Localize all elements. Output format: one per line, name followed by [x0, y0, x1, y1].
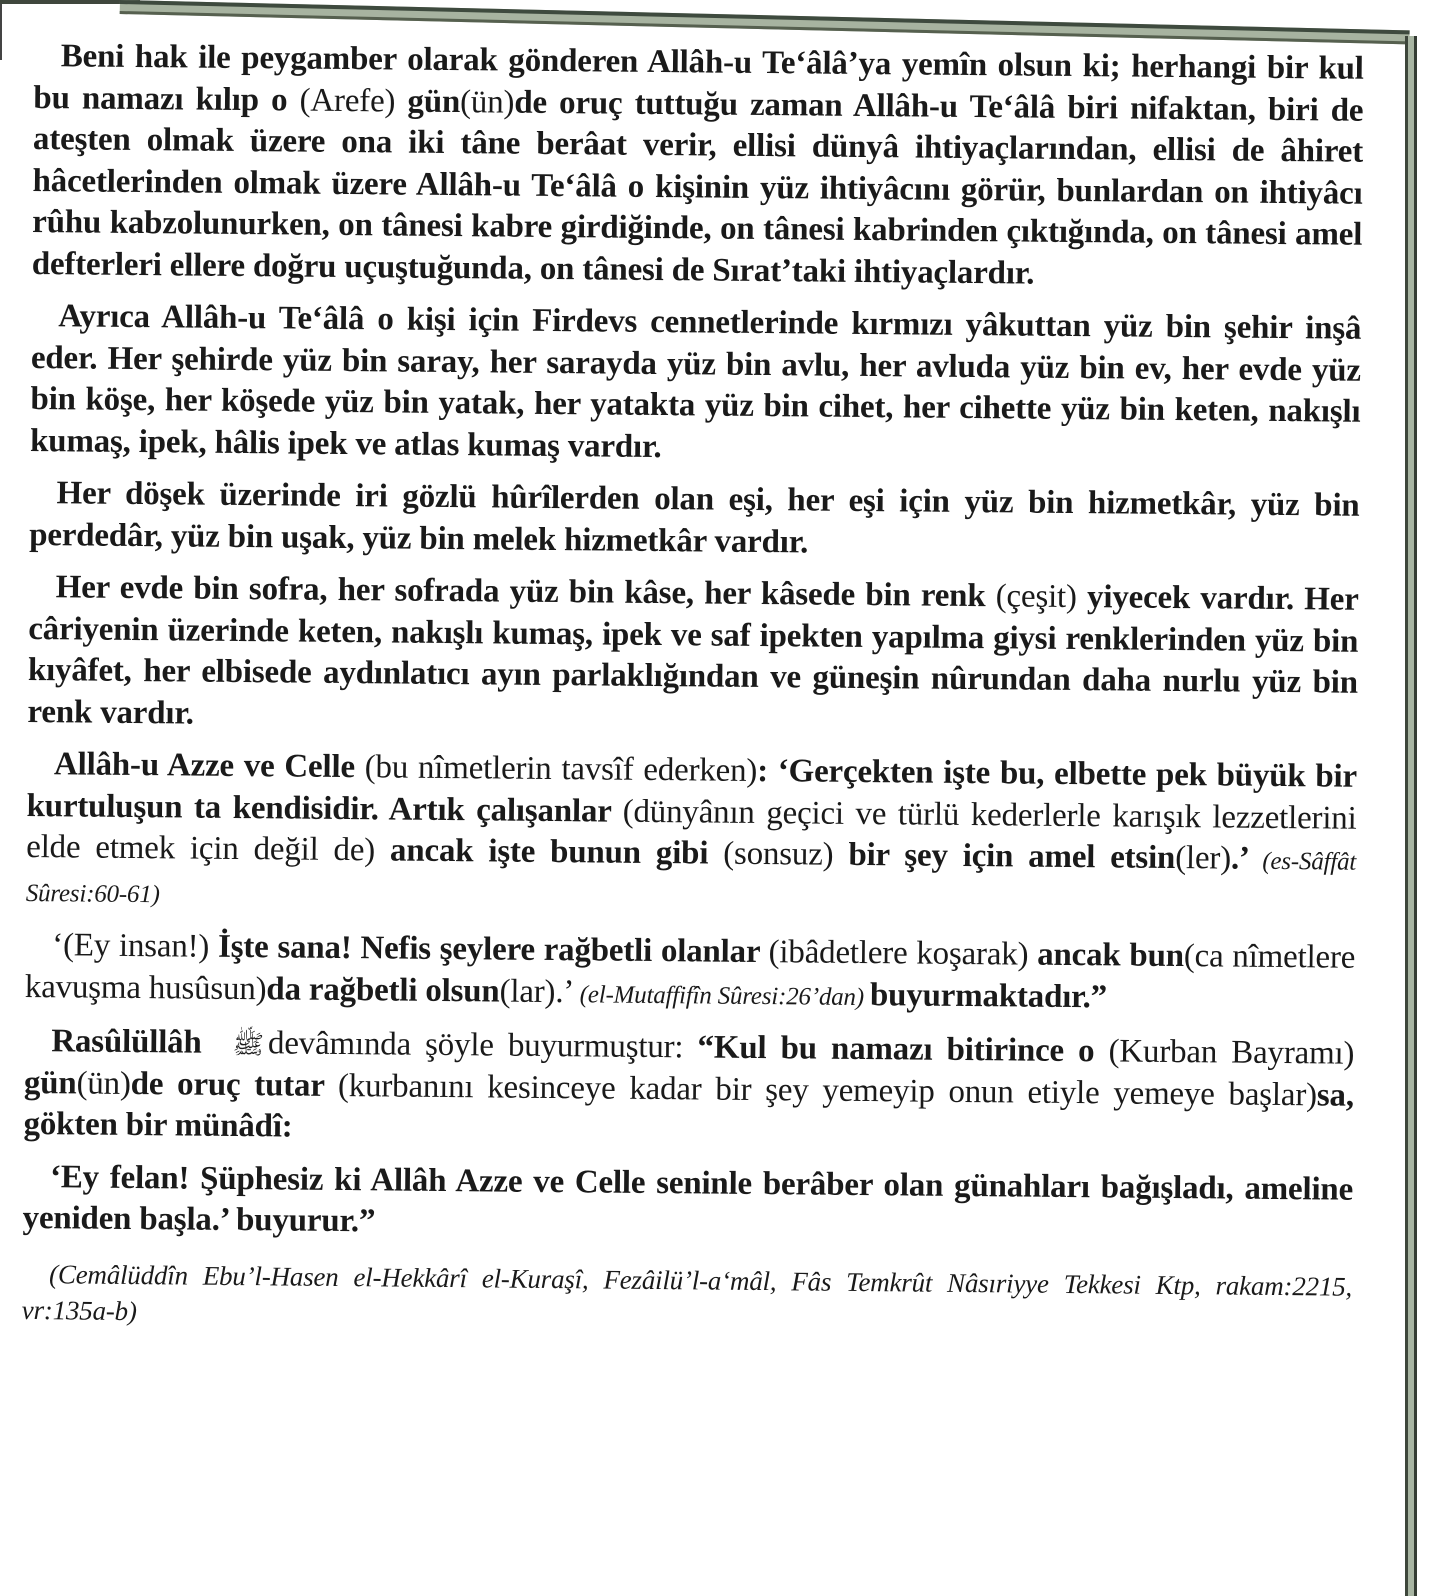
source-citation: (Cemâlüddîn Ebu’l-Hasen el-Hekkârî el-Kuraşî, Fezâilü’l-a‘mâl, Fâs Temkrût Nâsıriyye Tekkesi Ktp, rakam:2215, vr:135a-b)	[21, 1258, 1353, 1326]
explanatory-text: (ler)	[1175, 839, 1232, 877]
main-text: : ‘Gerçekten işte bu, elbette pek büyük bir kurtuluşun ta kendisidir. Artık çalışanlar	[26, 752, 1358, 830]
explanatory-text: (kurbanını kesinceye kadar bir şey yemeyip onun etiyle yemeye başlar)	[337, 1067, 1318, 1113]
main-text: gün	[23, 1064, 77, 1101]
main-text: ancak işte bunun gibi	[389, 832, 724, 872]
paragraph-4	[27, 567, 1359, 746]
frame-right-rule	[1405, 36, 1417, 1596]
main-text: Her evde bin sofra, her sofrada yüz bin kâse, her kâsede bin renk	[55, 569, 996, 615]
explanatory-text: (ün)	[76, 1064, 131, 1102]
paragraph-3	[29, 473, 1360, 569]
explanatory-text: (Arefe)	[299, 82, 408, 120]
paragraph-7-hadith	[23, 1021, 1354, 1158]
paragraph-6-quran-quote	[25, 925, 1356, 1023]
book-page-text	[21, 36, 1363, 1351]
main-text: gün	[407, 83, 461, 120]
main-text: buyurmaktadır.”	[869, 976, 1108, 1015]
main-text: Allâh-u Azze ve Celle	[53, 746, 365, 786]
explanatory-text: (ün)	[459, 83, 515, 121]
main-text: İşte sana! Nefis şeylere rağbetli olanlar	[217, 928, 769, 971]
main-text: Her döşek üzerinde iri gözlü hûrîlerden olan eşi, her eşi için yüz bin hizmetkâr, yüz bin perdedâr, yüz bin uşak, yüz bin melek hizmetkâr vardır.	[29, 475, 1360, 560]
main-text: bir şey için amel etsin	[848, 836, 1176, 876]
main-text: Rasûlüllâh	[51, 1023, 202, 1061]
main-text: de oruç tuttuğu zaman Allâh-u Te‘âlâ biri nifaktan, biri de ateşten olmak üzere ona iki tâne berâat verir, ellisi dünyâ ihtiyaçlarından, ellisi de âhiret hâcetlerinden olmak üzere Allâh-u Te‘âlâ o kişinin yüz ihtiyâcını görür, bunlardan on ihtiyâcı rûhu kabzolunurken, on tânesi kabre girdiğinde, on tânesi kabrinden çıktığında, on tânesi amel defterleri ellere doğru uçuştuğunda, on tânesi de Sırat’taki ihtiyaçlardır.	[31, 84, 1364, 292]
explanatory-text: (çeşit)	[995, 578, 1088, 616]
explanatory-text: devâmında şöyle buyurmuştur:	[267, 1025, 698, 1066]
main-text: Ayrıca Allâh-u Te‘âlâ o kişi için Firdevs cennetlerinde kırmızı yâkuttan yüz bin şehir inşâ eder. Her şehirde yüz bin saray, her sarayda yüz bin avlu, her avluda yüz bin ev, her evde yüz bin köşe, her köşede yüz bin yatak, her yatakta yüz bin cihet, her cihette yüz bin keten, nakışlı kumaş, ipek, hâlis ipek ve atlas kumaş vardır.	[29, 298, 1362, 465]
explanatory-text: (Kurban Bayramı)	[1108, 1033, 1355, 1072]
explanatory-text: (bu nîmetlerin tavsîf ederken)	[364, 749, 758, 789]
explanatory-text: (dünyânın geçici ve türlü kederlerle karışık lezzetlerini elde etmek için değil de)	[26, 793, 1357, 869]
verse-reference: (el-Mutaffifîn Sûresi:26’dan)	[579, 980, 871, 1011]
main-text: Beni hak ile peygamber olarak gönderen Allâh-u Te‘âlâ’ya yemîn olsun ki; herhangi bir kul bu namazı kılıp o	[33, 38, 1364, 119]
main-text: da rağbetli olsun	[266, 970, 500, 1010]
explanatory-text: (lar).’	[499, 973, 580, 1010]
verse-reference: (es-Sâffât Sûresi:60-61)	[25, 847, 1357, 908]
main-text: ancak bun	[1037, 936, 1185, 975]
main-text: sa, gökten bir münâdî:	[23, 1076, 1355, 1145]
explanatory-text: (ca nîmetlere kavuşma husûsun)	[24, 938, 1356, 1007]
main-text: “Kul bu namazı bitirince o	[697, 1029, 1109, 1070]
page-edge-shadow	[0, 0, 2, 60]
main-text: ‘Ey felan! Şüphesiz ki Allâh Azze ve Celle seninle berâber olan günahları bağışladı, ameline yeniden başla.’ buyurur.”	[22, 1158, 1354, 1240]
explanatory-text: (sonsuz)	[723, 835, 849, 873]
explanatory-text: ‘(Ey insan!)	[52, 927, 219, 965]
paragraph-5-quran-quote	[26, 744, 1358, 927]
main-text: yiyecek vardır. Her câriyenin üzerinde keten, nakışlı kumaş, ipek ve saf ipekten yapılma giysi renklerinden yüz bin kıyâfet, her elbisede aydınlatıcı ayın parlaklığından ve güneşin nûrundan daha nurlu yüz bin renk vardır.	[27, 579, 1359, 732]
main-text: de oruç tutar	[130, 1065, 339, 1104]
explanatory-text: (ibâdetlere koşarak)	[768, 934, 1038, 973]
paragraph-8-hadith-end	[22, 1156, 1353, 1252]
salawat-glyph-icon: ﷺ	[232, 1030, 265, 1060]
main-text: .’	[1230, 840, 1263, 877]
paragraph-2	[30, 296, 1362, 475]
paragraph-1	[32, 36, 1364, 298]
